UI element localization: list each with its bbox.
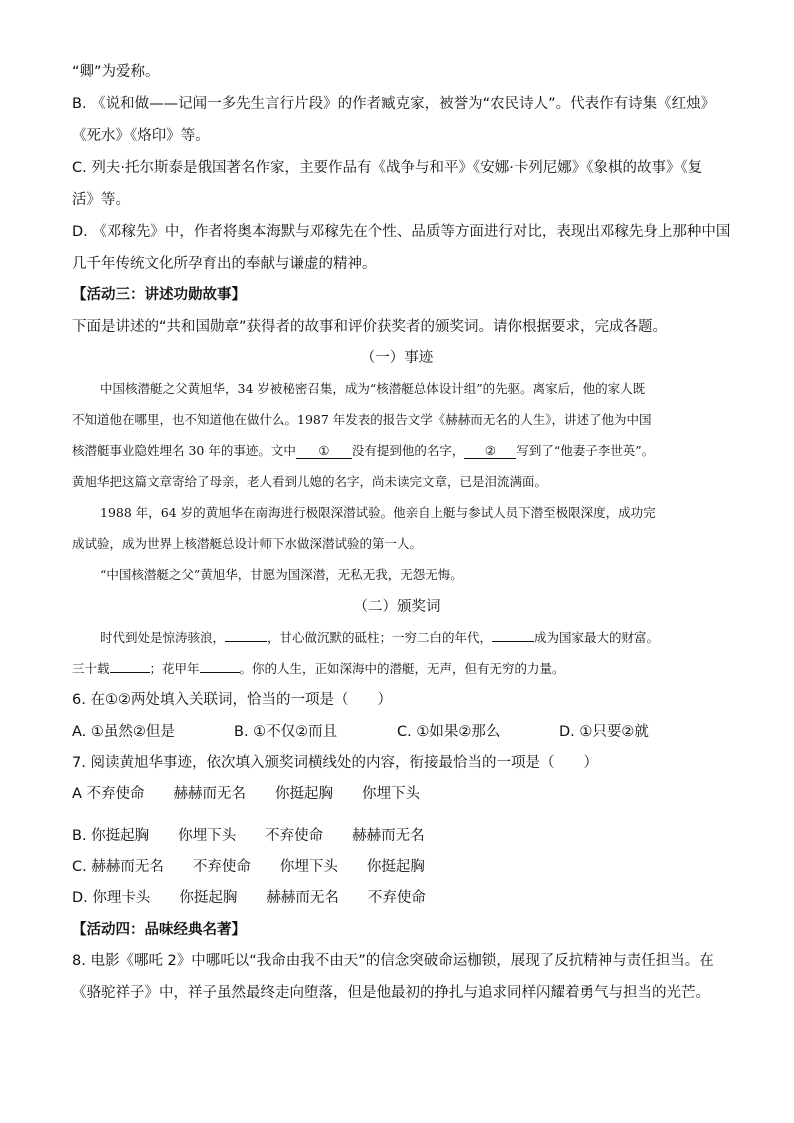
question-6-option-c: C. ①如果②那么 — [397, 724, 501, 740]
award-line-1-a: 时代到处是惊涛骇浪， — [100, 630, 226, 645]
deeds-p1-line-3-end: 写到了“他妻子李世英”。 — [516, 443, 655, 458]
award-line-1-c: 成为国家最大的财富。 — [534, 630, 660, 645]
option-b-line-1: B. 《说和做——记闻一多先生言行片段》的作者臧克家，被誉为“农民诗人”。代表作有诗集《红烛》 — [72, 96, 716, 112]
question-6-option-b: B. ①不仅②而且 — [234, 724, 338, 740]
option-c-line-2: 活》等。 — [72, 192, 130, 208]
award-line-1 — [100, 628, 659, 648]
question-7-option-a: A 不弃使命 赫赫而无名 你挺起胸 你埋下头 — [72, 786, 421, 802]
option-d-line-1: D. 《邓稼先》中，作者将奥本海默与邓稼先在个性、品质等方面进行对比，表现出邓稼先身上那种中国 — [72, 224, 731, 240]
deeds-p2-line-2: 成试验，成为世界上核潜艇总设计师下水做深潜试验的第一人。 — [72, 536, 423, 551]
option-c-line-1: C. 列夫·托尔斯泰是俄国著名作家，主要作品有《战争与和平》《安娜·卡列尼娜》《象棋的故事》《复 — [72, 160, 703, 176]
award-line-2-c: 。你的人生，正如深海中的潜艇，无声，但有无穷的力量。 — [239, 661, 565, 676]
award-blank-1 — [225, 641, 267, 642]
deeds-p1-line-3-start: 核潜艇事业隐姓埋名 30 年的事迹。文中 — [72, 443, 296, 458]
option-d-line-2: 几千年传统文化所孕育出的奉献与谦虚的精神。 — [72, 256, 377, 272]
deeds-p1-line-3 — [72, 441, 654, 461]
award-line-2 — [72, 659, 565, 679]
deeds-p1-line-2: 不知道他在哪里，也不知道他在做什么。1987 年发表的报告文学《赫赫而无名的人生》，讲述了他为中国 — [72, 412, 652, 427]
question-7-stem: 7. 阅读黄旭华事迹，依次填入颁奖词横线处的内容，衔接最恰当的一项是（ ） — [72, 755, 598, 771]
question-6-stem: 6. 在①②两处填入关联词，恰当的一项是（ ） — [72, 692, 392, 708]
question-8-line-1: 8. 电影《哪吒 2》中哪吒以“我命由我不由天”的信念突破命运枷锁，展现了反抗精神与责任担当。在 — [72, 953, 714, 969]
activity-4-heading: 【活动四：品味经典名著】 — [72, 922, 246, 938]
activity-3-heading: 【活动三：讲述功勋故事】 — [72, 287, 246, 303]
deeds-p3: “中国核潜艇之父”黄旭华，甘愿为国深潜，无私无我，无怨无悔。 — [100, 567, 463, 582]
award-blank-2 — [492, 641, 534, 642]
question-6-option-a: A. ①虽然②但是 — [72, 724, 175, 740]
question-7-option-b: B. 你挺起胸 你埋下头 不弃使命 赫赫而无名 — [72, 828, 425, 844]
blank-2: ② — [464, 443, 516, 459]
deeds-p2-line-1: 1988 年，64 岁的黄旭华在南海进行极限深潜试验。他亲自上艇与参试人员下潜至极限深度，成功完 — [100, 505, 656, 520]
option-a-continuation: “卿”为爱称。 — [72, 64, 160, 80]
award-line-2-a: 三十载 — [72, 661, 110, 676]
question-7-option-c: C. 赫赫而无名 不弃使命 你埋下头 你挺起胸 — [72, 859, 425, 875]
question-6-option-d: D. ①只要②就 — [559, 724, 649, 740]
award-title: （二）颁奖词 — [353, 599, 441, 615]
deeds-title: （一）事迹 — [360, 350, 434, 366]
award-blank-3 — [110, 672, 150, 673]
award-line-2-b: ；花甲年 — [149, 661, 200, 676]
question-7-option-d: D. 你理卡头 你挺起胸 赫赫而无名 不弃使命 — [72, 890, 426, 906]
option-b-line-2: 《死水》《烙印》等。 — [72, 128, 210, 144]
deeds-p1-line-4: 黄旭华把这篇文章寄给了母亲，老人看到儿媳的名字，尚未读完文章，已是泪流满面。 — [72, 474, 548, 489]
deeds-p1-line-3-mid: 没有提到他的名字， — [351, 443, 465, 458]
question-8-line-2: 《骆驼祥子》中，祥子虽然最终走向堕落，但是他最初的挣扎与追求同样闪耀着勇气与担当的光芒。 — [72, 985, 710, 1001]
deeds-p1-line-1: 中国核潜艇之父黄旭华，34 岁被秘密召集，成为“核潜艇总体设计组”的先驱。离家后，他的家人既 — [100, 381, 646, 396]
blank-1: ① — [296, 443, 352, 459]
award-blank-4 — [200, 672, 240, 673]
activity-3-instruction: 下面是讲述的“共和国勋章”获得者的故事和评价获奖者的颁奖词。请你根据要求，完成各题。 — [72, 319, 668, 335]
award-line-1-b: ，甘心做沉默的砥柱；一穷二白的年代， — [267, 630, 493, 645]
